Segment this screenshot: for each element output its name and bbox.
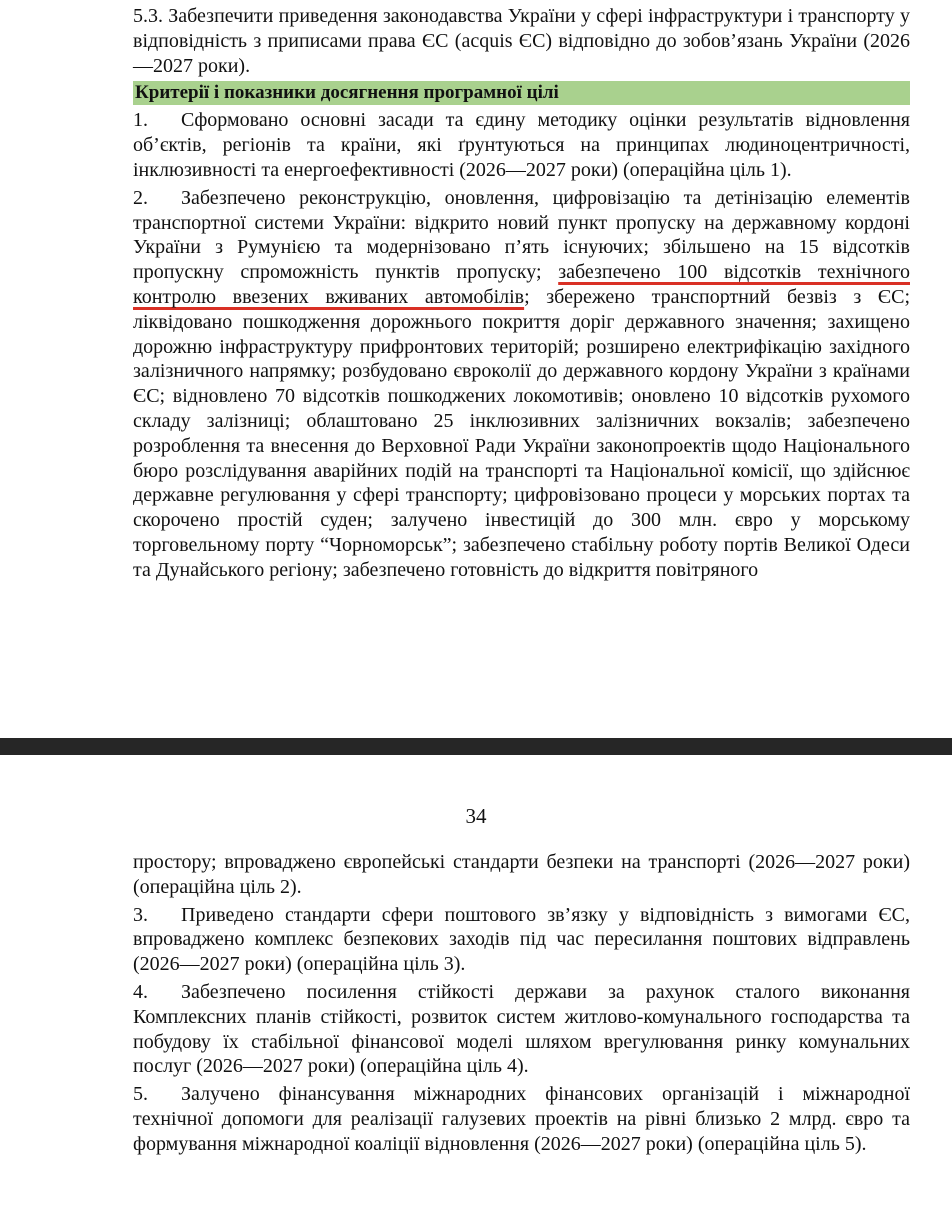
criterion-2-text-after: ; збережено транспортний безвіз з ЄС; ліквідовано пошкодження дорожнього покриття доріг державного значення; захищено дорожню інфраструктуру прифронтових територій; розширено електрифікацію західного залізничного напрямку; розбудовано євроколії до державного кордону України з країнами ЄС; відновлено 70 відсотків пошкоджених локомотивів; оновлено 10 відсотків рухомого складу залізниці; облаштовано 25 інклюзивних залізничних вокзалів; забезпечено розроблення та внесення до Верховної Ради України законопроектів щодо Національного бюро розслідування аварійних подій на транспорті та Національної комісії, що здійснює державне регулювання у сфері транспорту; цифровізовано процеси у морських портах та скорочено простій суден; залучено інвестицій до 300 млн. євро у морському торговельному порту “Чорноморськ”; забезпечено стабільну роботу портів Великої Одеси та Дунайського регіону; забезпечено готовність до відкриття повітряного: [133, 285, 910, 581]
criterion-3-number: 3.: [133, 903, 148, 926]
page-separator: [0, 738, 952, 755]
criterion-3-text: Приведено стандарти сфери поштового зв’язку у відповідність з вимогами ЄС, впроваджено комплекс безпекових заходів під час пересилання поштових відправлень (2026—2027 роки) (операційна ціль 3).: [133, 903, 910, 976]
criterion-1-text: Сформовано основні засади та єдину методику оцінки результатів відновлення об’єктів, регіонів та країни, які ґрунтуються на принципах людиноцентричності, інклюзивності та енергоефективності (2026—2027 роки) (операційна ціль 1).: [133, 109, 910, 181]
criterion-5-number: 5.: [133, 1083, 148, 1106]
criterion-2: [133, 186, 910, 583]
criterion-1-number: 1.: [133, 109, 148, 132]
section-heading: Критерії і показники досягнення програмної цілі: [133, 81, 910, 105]
criterion-1: [133, 108, 910, 182]
criterion-5: [133, 1082, 910, 1156]
criterion-2-highlighted-text: забезпечено 100 відсотків технічного контролю ввезених вживаних автомобілів: [133, 261, 910, 308]
page-text-column: [133, 4, 910, 583]
criterion-5-text: Залучено фінансування міжнародних фінансових організацій і міжнародної технічної допомоги для реалізації галузевих проектів на рівні близько 2 млрд. євро та формування міжнародної коаліції відновлення (2026—2027 роки) (операційна ціль 5).: [133, 1083, 910, 1155]
criterion-2-number: 2.: [133, 186, 148, 209]
criterion-3: [133, 903, 910, 977]
criterion-4-number: 4.: [133, 980, 148, 1003]
page-number: 34: [465, 804, 487, 828]
item-5-3-number: 5.3.: [133, 5, 163, 27]
item-5-3-text: Забезпечити приведення законодавства України у сфері інфраструктури і транспорту у відповідність з приписами права ЄС (acquis ЄС) відповідно до зобов’язань України (2026—2027 роки).: [133, 5, 910, 77]
page-text-column: [133, 850, 910, 1157]
criterion-2-continuation: простору; впроваджено європейські стандарти безпеки на транспорті (2026—2027 роки) (операційна ціль 2).: [133, 851, 910, 898]
criterion-2-text-before: Забезпечено реконструкцію, оновлення, цифровізацію та детінізацію елементів транспортної системи України: відкрито новий пункт пропуску на державному кордоні України з Румунією та модернізовано п’ять існуючих; збільшено на 15 відсотків пропускну спроможність пунктів пропуску;: [133, 186, 910, 284]
item-5-3: [133, 4, 910, 78]
criterion-4: [133, 980, 910, 1079]
document-page-lower: [0, 755, 952, 1214]
criterion-4-text: Забезпечено посилення стійкості держави за рахунок сталого виконання Комплексних планів стійкості, розвиток систем житлово-комунального господарства та побудову їх стабільної фінансової моделі шляхом врегулювання ринку комунальних послуг (2026—2027 роки) (операційна ціль 4).: [133, 980, 910, 1078]
